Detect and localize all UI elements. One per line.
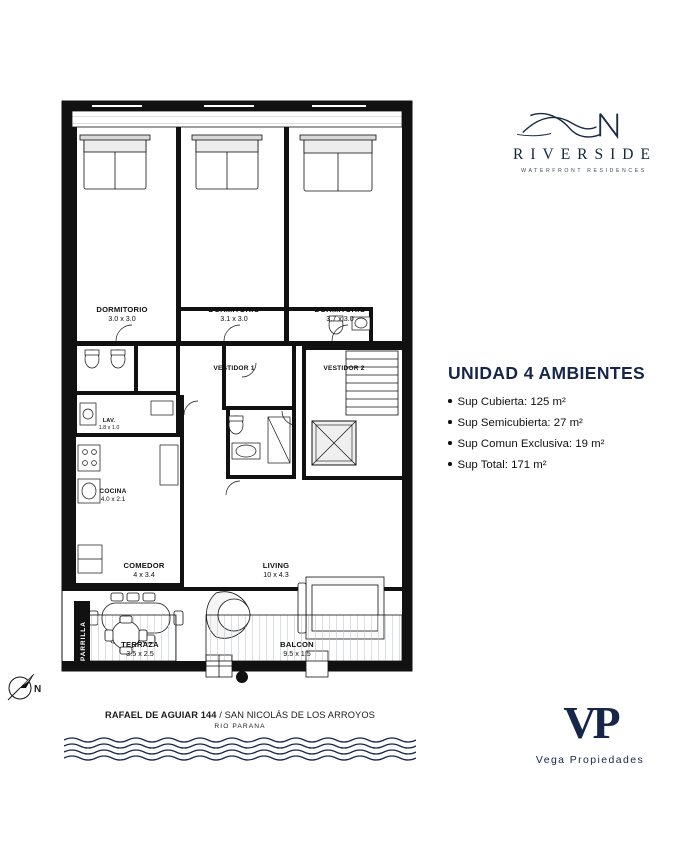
room-label-dormitorio-2: DORMITORIO 3.1 x 3.0: [208, 305, 260, 324]
spec-row: [448, 396, 663, 408]
bullet-icon: [448, 441, 452, 445]
bullet-icon: [448, 462, 452, 466]
address-block: [60, 710, 420, 730]
room-label-parrilla: PARRILLA: [80, 621, 87, 661]
room-label-balcon: BALCON 9.5 x 1.5: [280, 640, 314, 659]
spec-label: Sup Cubierta: 125 m²: [457, 396, 566, 408]
city-name: SAN NICOLÁS DE LOS ARROYOS: [224, 710, 375, 720]
room-label-dormitorio-3: DORMITORIO 3.7 x 3.0: [314, 305, 366, 324]
agency-logo: [520, 697, 660, 766]
bullet-icon: [448, 399, 452, 403]
riverside-logo: [498, 108, 666, 174]
spec-row: [448, 459, 663, 471]
bullet-icon: [448, 420, 452, 424]
compass-rose: [4, 660, 50, 706]
unit-title: UNIDAD 4 AMBIENTES: [448, 363, 646, 383]
room-label-vestidor-1: VESTIDOR 1: [213, 365, 255, 372]
unit-specs-list: [448, 396, 663, 480]
spec-label: Sup Comun Exclusiva: 19 m²: [457, 438, 605, 450]
agency-name: Vega Propiedades: [535, 754, 645, 766]
spec-label: Sup Total: 171 m²: [457, 459, 547, 471]
compass-icon: [4, 660, 50, 706]
brand-name: RIVERSIDE: [513, 146, 657, 163]
brand-tagline: WATERFRONT RESIDENCES: [521, 168, 647, 174]
spec-row: [448, 417, 663, 429]
floor-plan: [56, 95, 422, 695]
room-label-cocina: COCINA 4.0 x 2.1: [99, 488, 127, 504]
room-label-dormitorio-1: DORMITORIO 3.0 x 3.0: [96, 305, 148, 324]
river-name: RIO PARANA: [214, 723, 266, 730]
street-name: RAFAEL DE AGUIAR 144: [105, 710, 217, 720]
room-label-living: LIVING 10 x 4.3: [262, 561, 290, 580]
river-waves-icon: [64, 735, 416, 765]
spec-label: Sup Semicubierta: 27 m²: [457, 417, 583, 429]
compass-north-label: N: [34, 684, 42, 695]
address-separator: /: [216, 710, 225, 720]
room-label-comedor: COMEDOR 4 x 3.4: [123, 561, 165, 580]
room-label-lavadero: LAV. 1.8 x 1.0: [98, 418, 120, 431]
address-line: [60, 710, 420, 720]
room-label-terraza: TERRAZA 3.5 x 2.5: [121, 640, 159, 659]
floor-plan-drawing: [56, 95, 422, 695]
riverside-swoosh-icon: [502, 108, 663, 142]
agency-monogram: VP: [563, 697, 617, 748]
room-label-vestidor-2: VESTIDOR 2: [323, 365, 365, 372]
spec-row: [448, 438, 663, 450]
